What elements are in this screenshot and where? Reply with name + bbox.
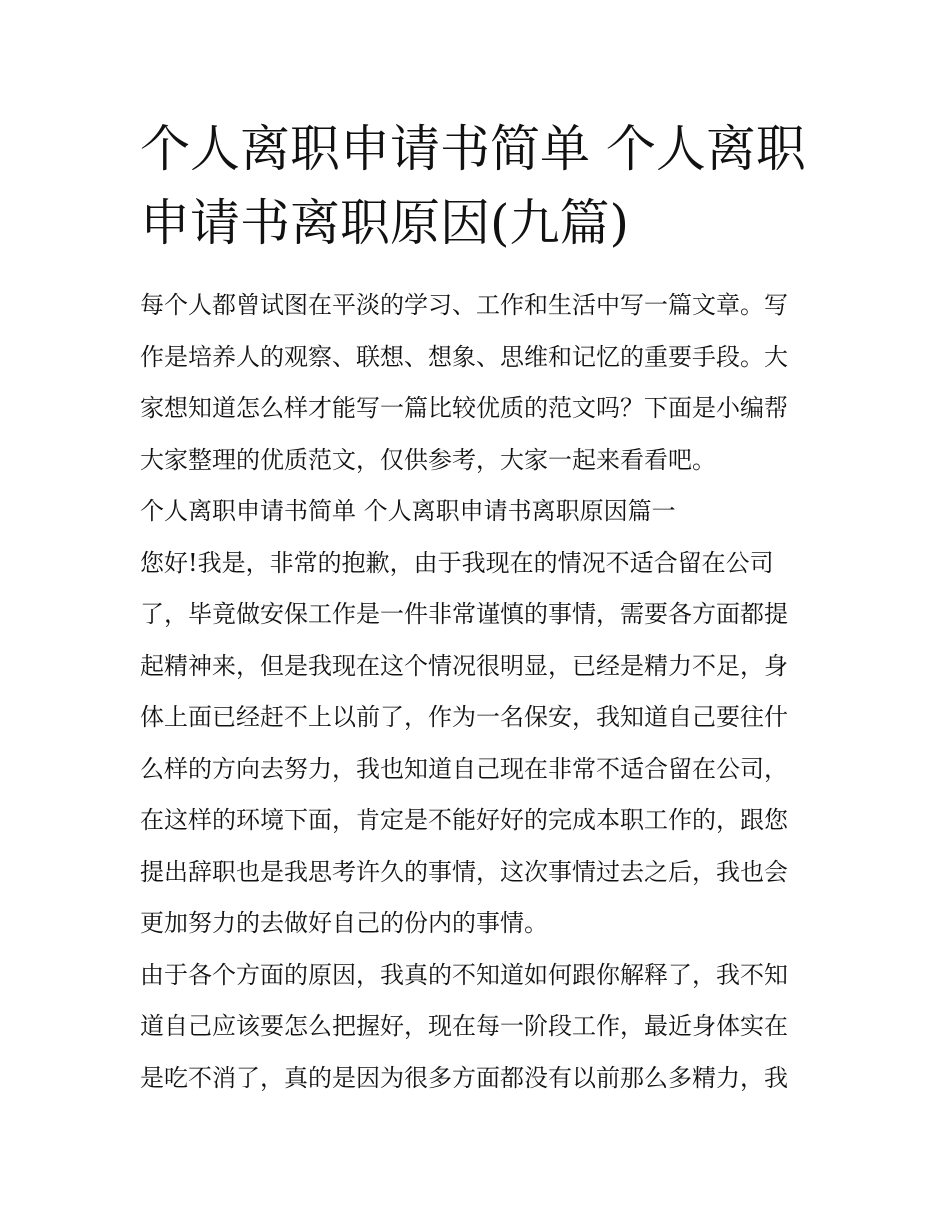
text-line: 更加努力的去做好自己的份内的事情。 xyxy=(140,909,548,937)
text-line: 由于各个方面的原因，我真的不知道如何跟你解释了，我不知 xyxy=(140,960,788,989)
title-line: 个人离职申请书简单 个人离职 xyxy=(140,120,806,178)
text-line: 道自己应该要怎么把握好，现在每一阶段工作，最近身体实在 xyxy=(140,1012,788,1040)
text-line: 大家整理的优质范文，仅供参考，大家一起来看看吧。 xyxy=(140,445,716,474)
text-line: 您好!我是，非常的抱歉，由于我现在的情况不适合留在公司 xyxy=(140,548,774,577)
text-line: 每个人都曾试图在平淡的学习、工作和生活中写一篇文章。写 xyxy=(140,291,788,319)
text-line: 在这样的环境下面，肯定是不能好好的完成本职工作的，跟您 xyxy=(140,806,788,834)
text-line: 家想知道怎么样才能写一篇比较优质的范文吗？下面是小编帮 xyxy=(140,394,788,422)
text-line: 提出辞职也是我思考许久的事情，这次事情过去之后，我也会 xyxy=(140,857,788,886)
text-line: 是吃不消了，真的是因为很多方面都没有以前那么多精力，我 xyxy=(140,1063,788,1092)
intro-paragraph xyxy=(140,280,820,486)
text-line: 了，毕竟做安保工作是一件非常谨慎的事情，需要各方面都提 xyxy=(140,600,788,628)
text-line: 体上面已经赶不上以前了，作为一名保安，我知道自己要往什 xyxy=(140,703,788,731)
section-heading: 个人离职申请书简单 个人离职申请书离职原因篇一 xyxy=(140,497,676,525)
text-line: 么样的方向去努力，我也知道自己现在非常不适合留在公司， xyxy=(140,754,788,783)
title-line: 申请书离职原因(九篇) xyxy=(140,194,630,252)
paragraph-1 xyxy=(140,538,820,950)
document-body xyxy=(140,280,820,1104)
paragraph-2 xyxy=(140,950,820,1105)
text-line: 作是培养人的观察、联想、想象、思维和记忆的重要手段。大 xyxy=(140,342,788,371)
document-title xyxy=(140,112,820,260)
text-line: 起精神来，但是我现在这个情况很明显，已经是精力不足，身 xyxy=(140,651,788,680)
